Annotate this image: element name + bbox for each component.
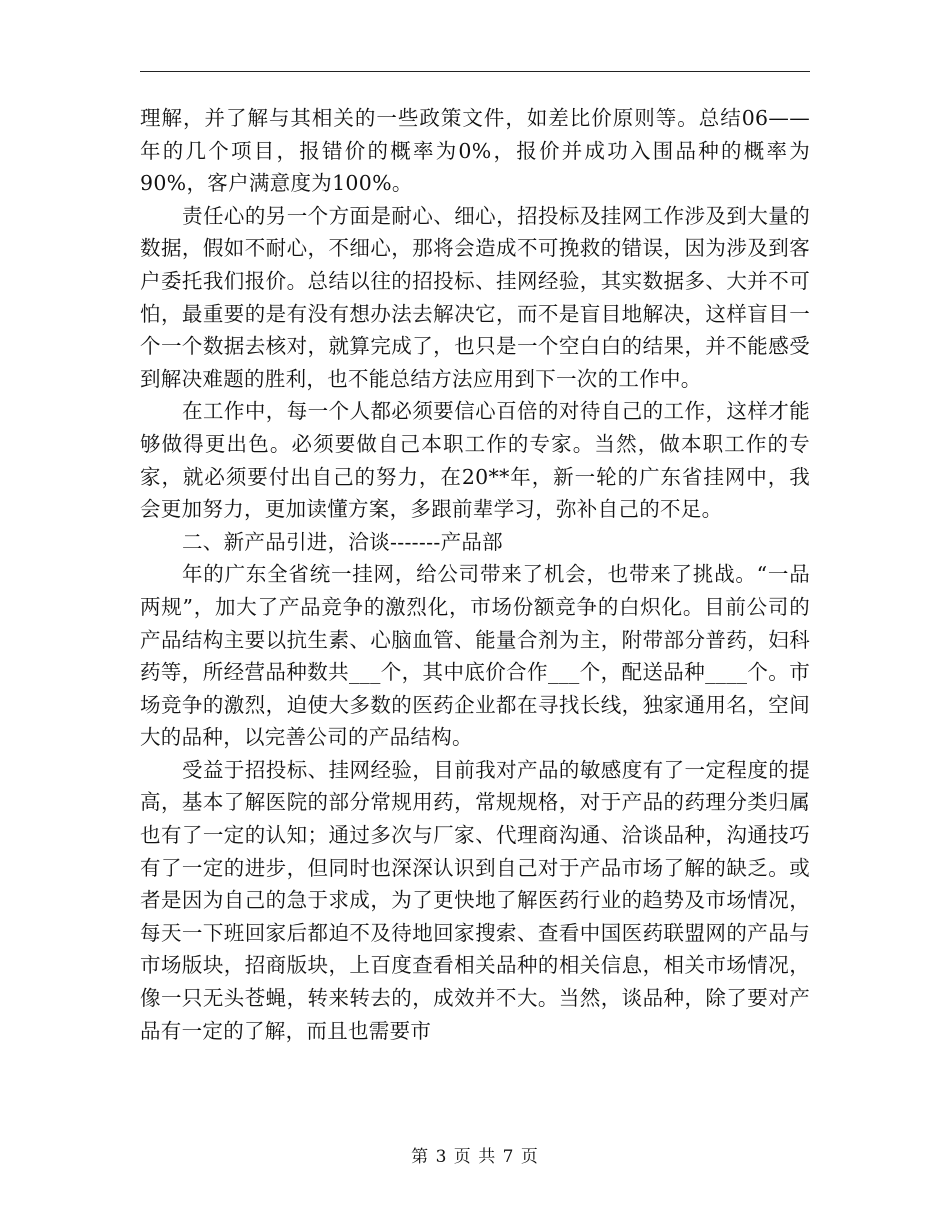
footer-current-page: 3 [435,1147,448,1167]
paragraph-1: 理解，并了解与其相关的一些政策文件，如差比价原则等。总结06——年的几个项目，报错价的概率为0%，报价并成功入围品种的概率为90%，客户满意度为100%。 [140,106,810,196]
paragraph-6: 受益于招投标、挂网经验，目前我对产品的敏感度有了一定程度的提高，基本了解医院的部分常规用药，常规规格，对于产品的药理分类归属也有了一定的认知；通过多次与厂家、代理商沟通、洽谈品种，沟通技巧有了一定的进步，但同时也深深认识到自己对于产品市场了解的缺乏。或者是因为自己的急于求成，为了更快地了解医药行业的趋势及市场情况，每天一下班回家后都迫不及待地回家搜索、查看中国医药联盟网的产品与市场版块，招商版块，上百度查看相关品种的相关信息，相关市场情况，像一只无头苍蝇，转来转去的，成效并不大。当然，谈品种，除了要对产品有一定的了解，而且也需要市 [140,757,810,1043]
section-heading: 二、新产品引进，洽谈-------产品部 [182,529,503,554]
document-body [140,102,810,1047]
paragraph-5: 年的广东全省统一挂网，给公司带来了机会，也带来了挑战。“一品两规”，加大了产品竞争的激烈化，市场份额竞争的白炽化。目前公司的产品结构主要以抗生素、心脑血管、能量合剂为主，附带部分普药，妇科药等，所经营品种数共___个，其中底价合作___个，配送品种____个。市场竞争的激烈，迫使大多数的医药企业都在寻找长线，独家通用名，空间大的品种，以完善公司的产品结构。 [140,562,810,750]
footer-total-pages: 7 [502,1147,515,1167]
page-footer [0,1146,950,1168]
footer-suffix: 页 [520,1147,539,1167]
footer-prefix: 第 [411,1147,430,1167]
footer-middle: 页 共 [453,1147,497,1167]
paragraph-3: 在工作中，每一个人都必须要信心百倍的对待自己的工作，这样才能够做得更出色。必须要做自己本职工作的专家。当然，做本职工作的专家，就必须要付出自己的努力，在20**年，新一轮的广东省挂网中，我会更加努力，更加读懂方案，多跟前辈学习，弥补自己的不足。 [140,399,810,522]
paragraph-2: 责任心的另一个方面是耐心、细心，招投标及挂网工作涉及到大量的数据，假如不耐心，不细心，那将会造成不可挽救的错误，因为涉及到客户委托我们报价。总结以往的招投标、挂网经验，其实数据多、大并不可怕，最重要的是有没有想办法去解决它，而不是盲目地解决，这样盲目一个一个数据去核对，就算完成了，也只是一个空白白的结果，并不能感受到解决难题的胜利，也不能总结方法应用到下一次的工作中。 [140,203,810,391]
header-rule [140,71,810,72]
